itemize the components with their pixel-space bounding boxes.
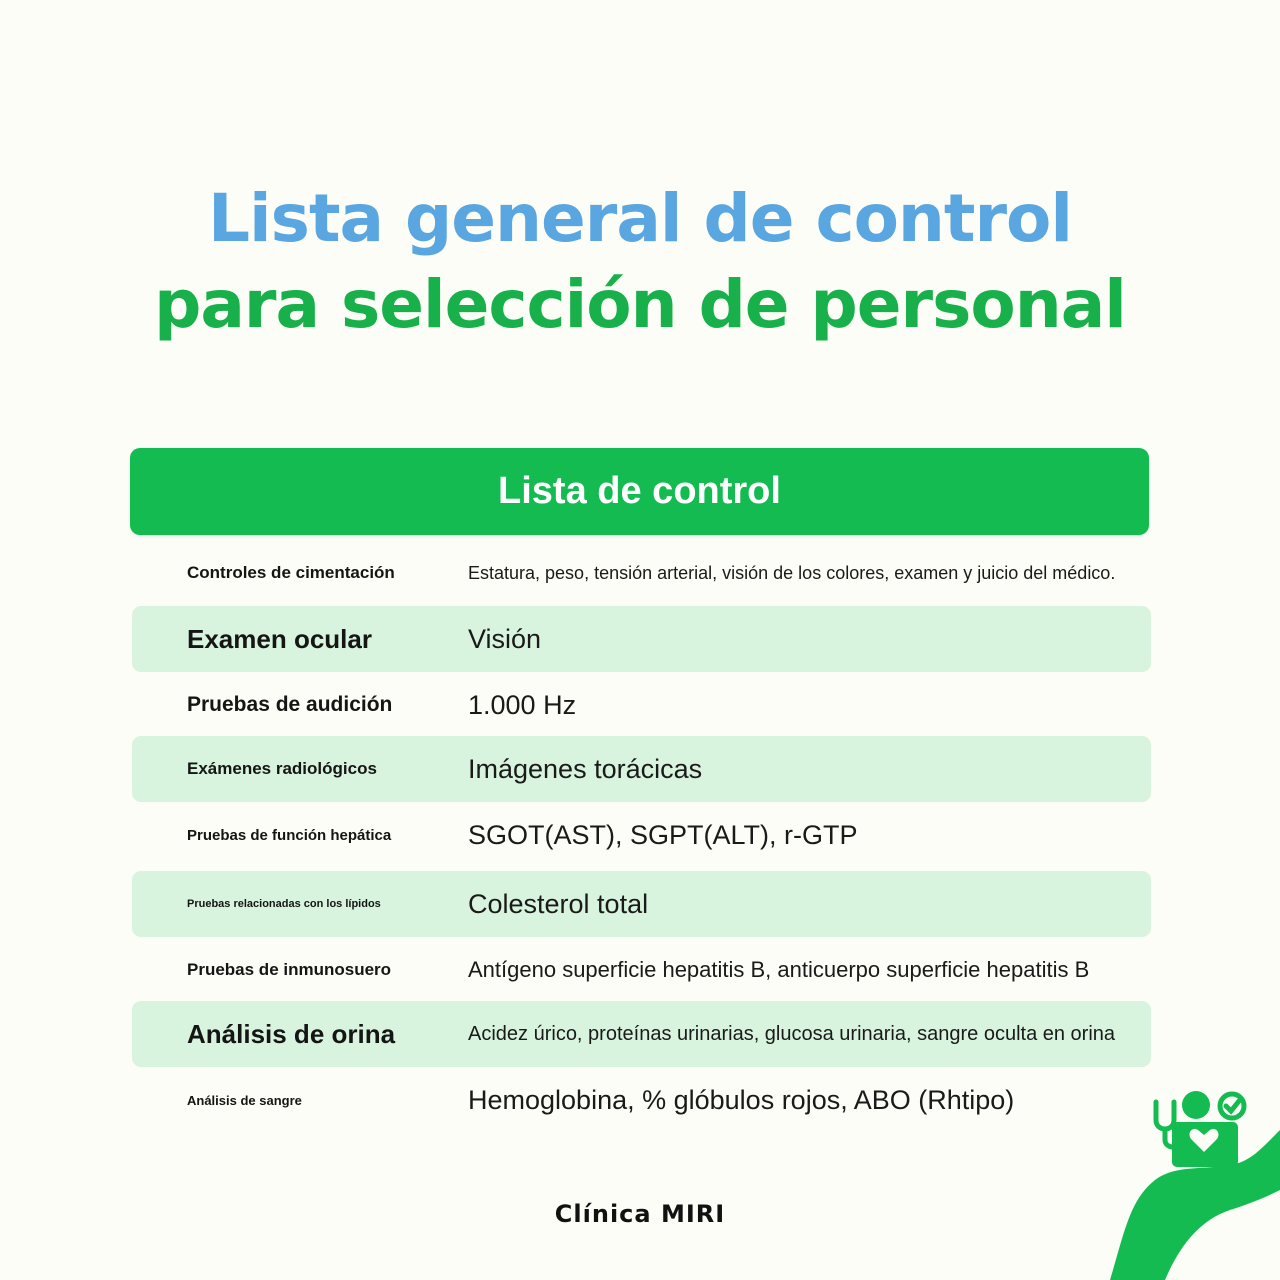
table-row xyxy=(132,1067,1151,1133)
healthcare-decoration xyxy=(1100,1070,1280,1280)
row-label: Análisis de sangre xyxy=(187,1092,302,1108)
row-label: Pruebas relacionadas con los lípidos xyxy=(187,898,381,910)
clinic-brand-logo: Clínica MIRI xyxy=(554,1200,726,1228)
row-label: Examen ocular xyxy=(187,623,372,654)
row-label: Pruebas de inmunosuero xyxy=(187,960,392,979)
check-badge-icon xyxy=(1220,1094,1244,1118)
patient-heart-icon xyxy=(1172,1091,1238,1167)
table-row xyxy=(132,937,1151,1003)
table-row xyxy=(132,672,1151,738)
checklist-header: Lista de control xyxy=(130,448,1149,535)
row-value: Visión xyxy=(468,623,542,654)
page-title-line-2: para selección de personal xyxy=(154,266,1126,343)
row-label: Controles de cimentación xyxy=(187,563,395,582)
table-row xyxy=(132,871,1151,937)
row-value: Estatura, peso, tensión arterial, visión de los colores, examen y juicio del médico. xyxy=(468,562,1116,583)
table-row xyxy=(132,736,1151,802)
row-label: Pruebas de función hepática xyxy=(187,826,392,844)
row-label: Análisis de orina xyxy=(187,1018,396,1049)
table-row xyxy=(132,802,1151,868)
row-value: 1.000 Hz xyxy=(468,689,577,720)
table-row xyxy=(132,540,1151,606)
row-value: Colesterol total xyxy=(468,888,649,919)
row-value: SGOT(AST), SGPT(ALT), r-GTP xyxy=(468,819,858,850)
table-row xyxy=(132,606,1151,672)
row-value: Acidez úrico, proteínas urinarias, glucosa urinaria, sangre oculta en orina xyxy=(468,1022,1116,1045)
row-label: Exámenes radiológicos xyxy=(187,759,377,778)
row-value: Imágenes torácicas xyxy=(468,753,703,784)
page-title-line-1: Lista general de control xyxy=(208,180,1072,257)
row-label: Pruebas de audición xyxy=(187,693,393,716)
row-value: Hemoglobina, % glóbulos rojos, ABO (Rhtipo) xyxy=(468,1084,1015,1115)
row-value: Antígeno superficie hepatitis B, anticuerpo superficie hepatitis B xyxy=(468,957,1090,982)
table-row xyxy=(132,1001,1151,1067)
